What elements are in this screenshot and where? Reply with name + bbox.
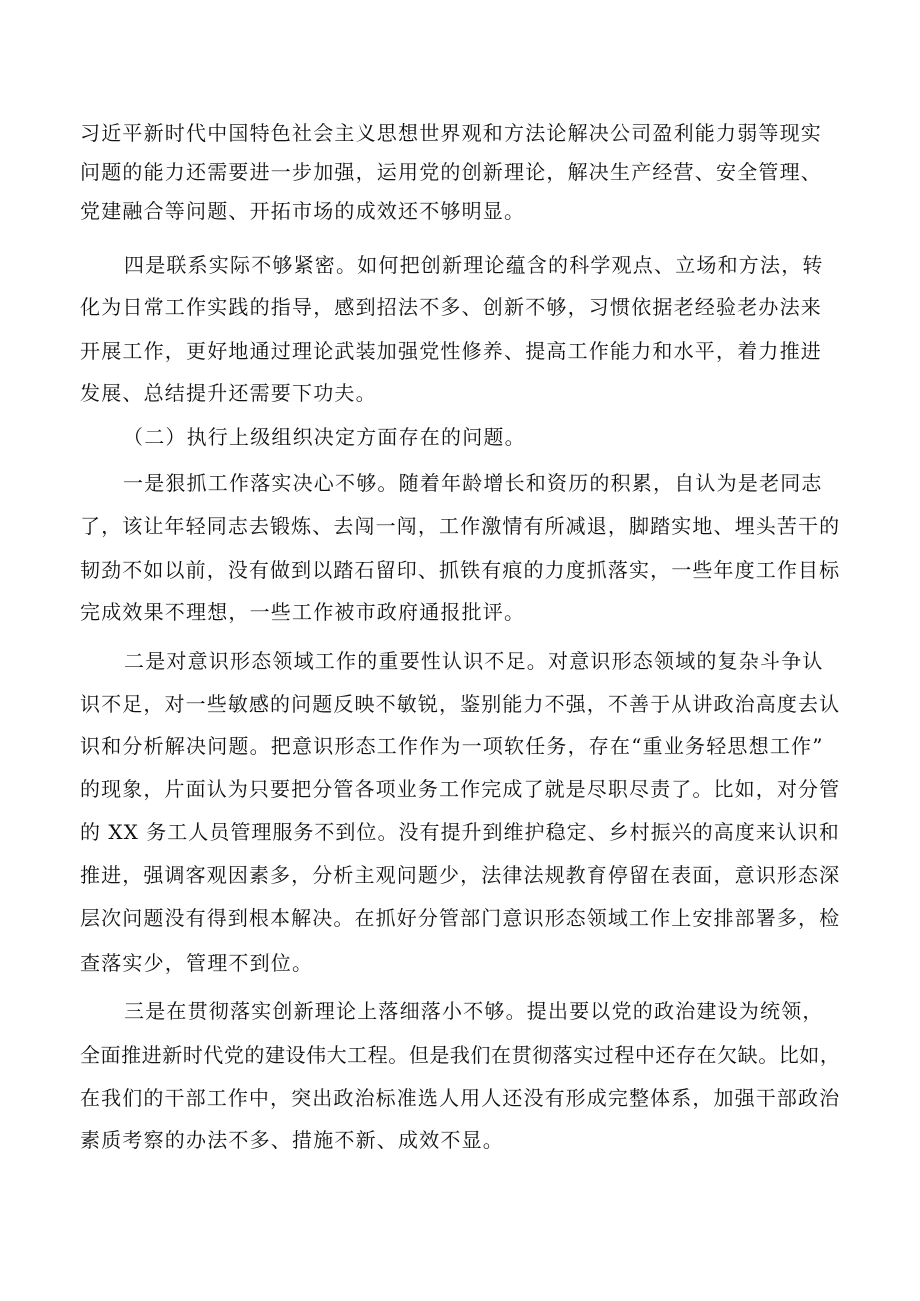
text-line: 韧劲不如以前，没有做到以踏石留印、抓铁有痕的力度抓落实，一些年度工作目标 — [80, 558, 841, 582]
text-line: 层次问题没有得到根本解决。在抓好分管部门意识形态领域工作上安排部署多，检 — [80, 906, 841, 930]
text-line: 在我们的干部工作中，突出政治标准选人用人还没有形成完整体系，加强干部政治 — [80, 1086, 841, 1110]
text-line: 识不足，对一些敏感的问题反映不敏锐，鉴别能力不强，不善于从讲政治高度去认 — [80, 692, 841, 716]
text-line: 查落实少，管理不到位。 — [80, 951, 314, 975]
text-line: 习近平新时代中国特色社会主义思想世界观和方法论解决公司盈利能力弱等现实 — [80, 121, 822, 145]
text-line: 四是联系实际不够紧密。如何把创新理论蕴含的科学观点、立场和方法，转 — [124, 253, 824, 277]
text-line: 推进，强调客观因素多，分析主观问题少，法律法规教育停留在表面，意识形态深 — [80, 863, 841, 887]
section-heading: （二）执行上级组织决定方面存在的问题。 — [123, 425, 526, 449]
text-line: 二是对意识形态领域工作的重要性认识不足。对意识形态领域的复杂斗争认 — [124, 649, 824, 673]
text-line: 化为日常工作实践的指导，感到招法不多、创新不够，习惯依据老经验老办法来 — [80, 295, 822, 319]
text-line: 识和分析解决问题。把意识形态工作作为一项软任务，存在“重业务轻思想工作” — [80, 734, 824, 758]
text-line: 素质考察的办法不多、措施不新、成效不显。 — [80, 1128, 504, 1152]
text-line: 的现象，片面认为只要把分管各项业务工作完成了就是尽职尽责了。比如，对分管 — [80, 777, 841, 801]
text-line: 全面推进新时代党的建设伟大工程。但是我们在贯彻落实过程中还存在欠缺。比如， — [80, 1043, 841, 1067]
text-line: 问题的能力还需要进一步加强，运用党的创新理论，解决生产经营、安全管理、 — [80, 160, 822, 184]
text-line: 三是在贯彻落实创新理论上落细落小不够。提出要以党的政治建设为统领， — [124, 999, 824, 1023]
text-line: 完成效果不理想，一些工作被市政府通报批评。 — [80, 600, 526, 624]
text-line: 一是狠抓工作落实决心不够。随着年龄增长和资历的积累，自认为是老同志 — [123, 471, 823, 495]
text-line: 了，该让年轻同志去锻炼、去闯一闯，工作激情有所减退，脚踏实地、埋头苦干的 — [80, 514, 841, 538]
text-line: 的 XX 务工人员管理服务不到位。没有提升到维护稳定、乡村振兴的高度来认识和 — [80, 820, 840, 844]
text-line: 发展、总结提升还需要下功夫。 — [80, 381, 377, 405]
text-line: 党建融合等问题、开拓市场的成效还不够明显。 — [80, 199, 526, 223]
text-line: 开展工作，更好地通过理论武装加强党性修养、提高工作能力和水平，着力推进 — [80, 339, 822, 363]
